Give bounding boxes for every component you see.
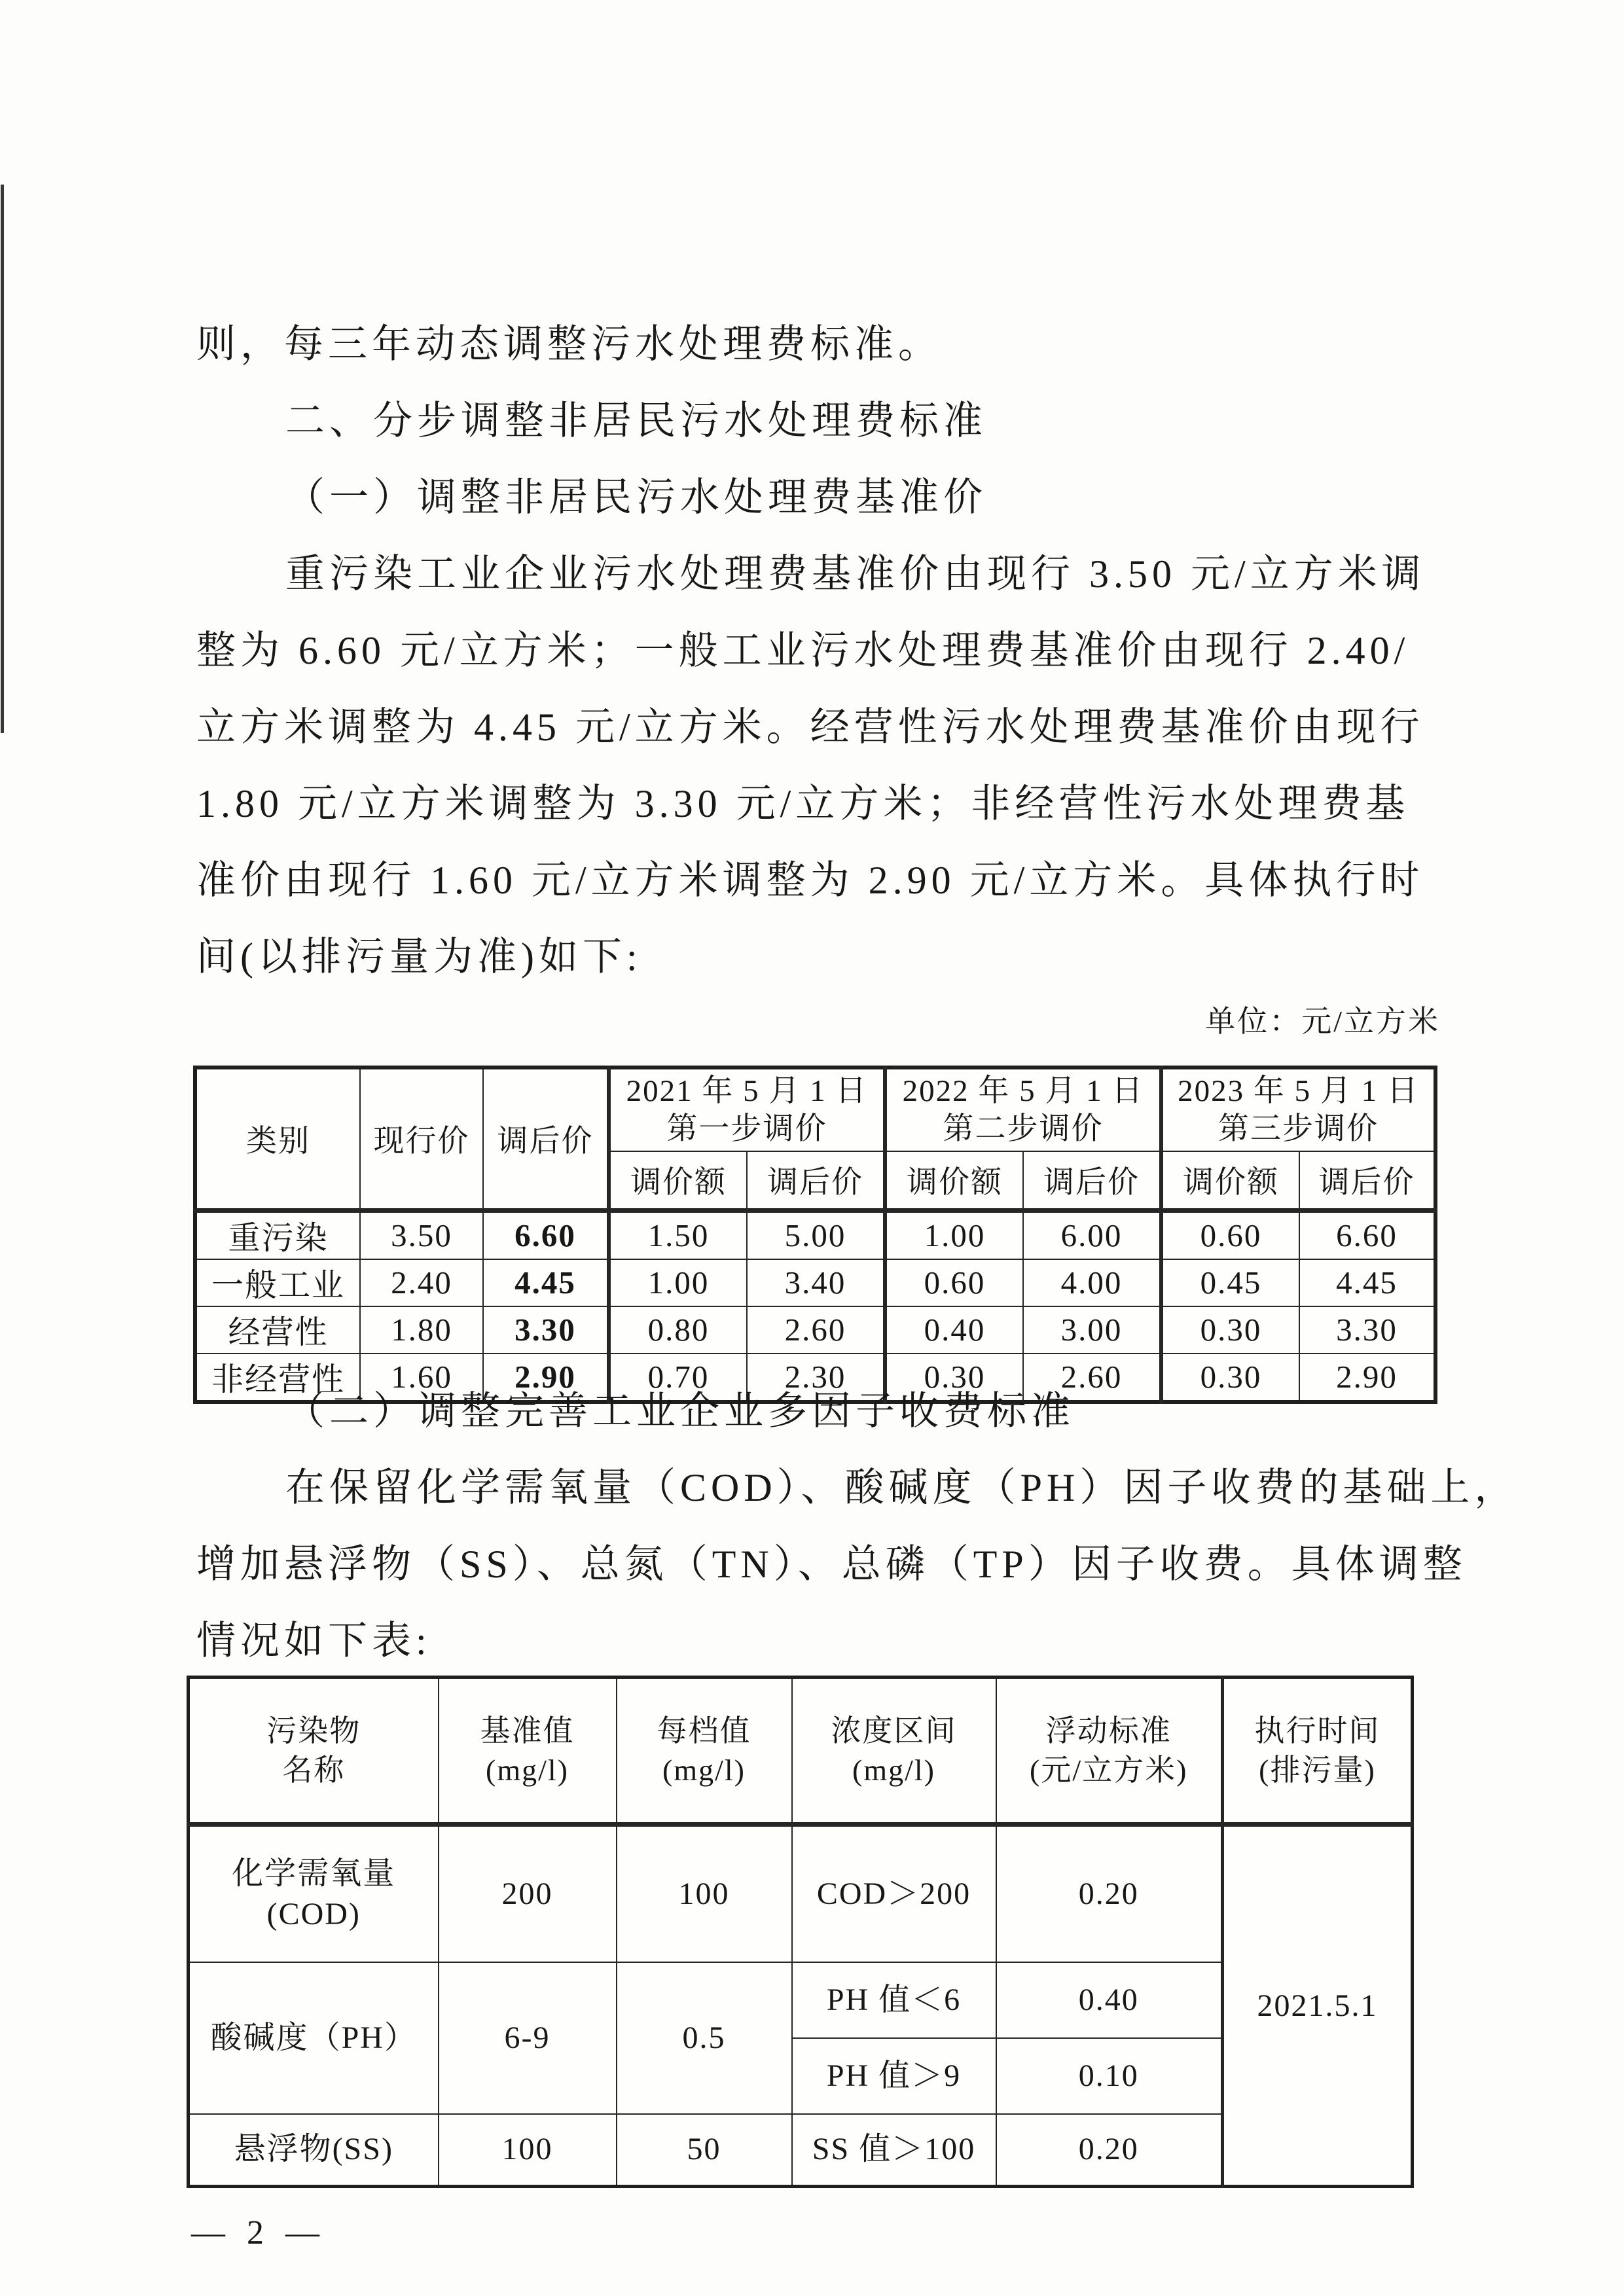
header-line2: (mg/l) <box>852 1753 935 1787</box>
cell-execution-date: 2021.5.1 <box>1223 1825 1413 2187</box>
text-line: 准价由现行 1.60 元/立方米调整为 2.90 元/立方米。具体执行时 <box>196 858 1424 902</box>
cell-adjusted: 2.90 <box>483 1354 609 1402</box>
cell-step: 0.5 <box>617 1962 792 2114</box>
page-number: — 2 — <box>191 2214 326 2251</box>
pollutant-name: 酸碱度（PH） <box>189 1962 439 2114</box>
header-execution-time <box>1223 1677 1413 1825</box>
body-paragraphs-middle <box>196 1369 1518 1676</box>
cell-step-value: 0.80 <box>609 1306 747 1354</box>
table-row-heavy-pollution <box>195 1210 1435 1259</box>
header-line2: (元/立方米) <box>1030 1753 1188 1787</box>
cell-step-value: 2.60 <box>747 1306 885 1354</box>
table-row-general-industry <box>195 1259 1435 1306</box>
price-adjustment-table <box>193 1066 1437 1404</box>
cell-current: 2.40 <box>360 1259 483 1306</box>
cell-step-value: 6.60 <box>1299 1210 1435 1259</box>
pollutant-name-line1: 化学需氧量 <box>232 1856 396 1891</box>
cell-step: 50 <box>617 2114 792 2187</box>
cell-step-value: 1.00 <box>885 1210 1023 1259</box>
cell-base: 200 <box>439 1825 617 1962</box>
header-after-price: 调后价 <box>1023 1151 1161 1210</box>
header-line1: 污染物 <box>266 1713 361 1748</box>
header-line1: 基准值 <box>480 1713 575 1748</box>
cell-step-value: 0.30 <box>1161 1354 1299 1402</box>
step2-date: 2022 年 5 月 1 日 <box>902 1074 1144 1108</box>
subsection-heading-2-1: （一）调整非居民污水处理费基准价 <box>285 475 987 519</box>
cell-range: SS 值＞100 <box>792 2114 996 2187</box>
section-heading-2: 二、分步调整非居民污水处理费标准 <box>285 399 987 442</box>
text-line: 重污染工业企业污水处理费基准价由现行 3.50 元/立方米调 <box>285 552 1426 596</box>
cell-fee: 0.10 <box>996 2038 1223 2114</box>
cell-step-value: 0.70 <box>609 1354 747 1402</box>
header-line2: (mg/l) <box>486 1753 569 1787</box>
header-line2: 名称 <box>282 1753 346 1787</box>
body-paragraphs-top <box>196 302 1426 992</box>
header-adjust-amount: 调价额 <box>609 1151 747 1210</box>
header-line1: 浮动标准 <box>1045 1713 1172 1748</box>
header-floating-standard <box>996 1677 1223 1825</box>
cell-step-value: 0.30 <box>1161 1306 1299 1354</box>
header-category: 类别 <box>195 1067 360 1210</box>
header-line1: 执行时间 <box>1254 1713 1380 1748</box>
text-line: 间(以排污量为准)如下: <box>196 935 642 978</box>
text-line: 整为 6.60 元/立方米；一般工业污水处理费基准价由现行 2.40/ <box>196 628 1410 672</box>
subsection-heading-2-2: （二）调整完善工业企业多因子收费标准 <box>285 1389 1075 1433</box>
cell-step-value: 5.00 <box>747 1210 885 1259</box>
row-category: 经营性 <box>195 1306 360 1354</box>
cell-step-value: 1.00 <box>609 1259 747 1306</box>
text-line: 则，每三年动态调整污水处理费标准。 <box>196 322 942 366</box>
header-after-price: 调后价 <box>747 1151 885 1210</box>
step3-date: 2023 年 5 月 1 日 <box>1178 1074 1419 1108</box>
row-category: 一般工业 <box>195 1259 360 1306</box>
header-step-value <box>617 1677 792 1825</box>
header-pollutant-name <box>189 1677 439 1825</box>
cell-adjusted: 4.45 <box>483 1259 609 1306</box>
cell-range: PH 值＞9 <box>792 2038 996 2114</box>
header-line1: 浓度区间 <box>831 1713 957 1748</box>
header-adjusted-price: 调后价 <box>483 1067 609 1210</box>
cell-step-value: 2.60 <box>1023 1354 1161 1402</box>
cell-step-value: 2.90 <box>1299 1354 1435 1402</box>
header-after-price: 调后价 <box>1299 1151 1435 1210</box>
pollutant-name <box>189 1825 439 1962</box>
row-category: 重污染 <box>195 1210 360 1259</box>
text-line: 增加悬浮物（SS）、总氮（TN）、总磷（TP）因子收费。具体调整 <box>196 1542 1467 1586</box>
cell-step-value: 0.30 <box>885 1354 1023 1402</box>
cell-step-value: 3.30 <box>1299 1306 1435 1354</box>
cell-step-value: 3.00 <box>1023 1306 1161 1354</box>
cell-step-value: 0.40 <box>885 1306 1023 1354</box>
header-line2: (排污量) <box>1259 1753 1376 1787</box>
header-step1 <box>609 1067 885 1151</box>
cell-step-value: 6.00 <box>1023 1210 1161 1259</box>
pollutant-name: 悬浮物(SS) <box>189 2114 439 2187</box>
text-line: 情况如下表: <box>196 1619 431 1662</box>
table-row-commercial <box>195 1306 1435 1354</box>
header-base-value <box>439 1677 617 1825</box>
cell-adjusted: 3.30 <box>483 1306 609 1354</box>
cell-step-value: 0.60 <box>1161 1210 1299 1259</box>
step1-date: 2021 年 5 月 1 日 <box>626 1074 868 1108</box>
pollutant-name-line2: (COD) <box>266 1896 361 1931</box>
header-step3 <box>1161 1067 1435 1151</box>
header-adjust-amount: 调价额 <box>1161 1151 1299 1210</box>
header-line2: (mg/l) <box>662 1753 746 1787</box>
step1-name: 第一步调价 <box>666 1112 827 1146</box>
header-adjust-amount: 调价额 <box>885 1151 1023 1210</box>
step3-name: 第三步调价 <box>1218 1112 1379 1146</box>
cell-current: 1.60 <box>360 1354 483 1402</box>
cell-fee: 0.20 <box>996 2114 1223 2187</box>
text-line: 立方米调整为 4.45 元/立方米。经营性污水处理费基准价由现行 <box>196 705 1424 749</box>
cell-step-value: 2.30 <box>747 1354 885 1402</box>
header-concentration-range <box>792 1677 996 1825</box>
cell-base: 100 <box>439 2114 617 2187</box>
table-row-cod <box>189 1825 1413 1962</box>
step2-name: 第二步调价 <box>943 1112 1104 1146</box>
cell-step-value: 0.45 <box>1161 1259 1299 1306</box>
cell-range: PH 值＜6 <box>792 1962 996 2038</box>
scan-edge-artifact <box>1 185 4 733</box>
cell-step: 100 <box>617 1825 792 1962</box>
cell-current: 1.80 <box>360 1306 483 1354</box>
text-line: 在保留化学需氧量（COD）、酸碱度（PH）因子收费的基础上， <box>285 1465 1519 1509</box>
text-line: 1.80 元/立方米调整为 3.30 元/立方米；非经营性污水处理费基 <box>196 781 1410 825</box>
cell-step-value: 3.40 <box>747 1259 885 1306</box>
cell-adjusted: 6.60 <box>483 1210 609 1259</box>
cell-fee: 0.40 <box>996 1962 1223 2038</box>
header-step2 <box>885 1067 1161 1151</box>
multi-factor-fee-table <box>187 1676 1414 2188</box>
header-line1: 每档值 <box>657 1713 751 1748</box>
unit-label: 单位：元/立方米 <box>1205 1005 1440 1038</box>
cell-step-value: 0.60 <box>885 1259 1023 1306</box>
cell-range: COD＞200 <box>792 1825 996 1962</box>
cell-step-value: 1.50 <box>609 1210 747 1259</box>
cell-fee: 0.20 <box>996 1825 1223 1962</box>
row-category: 非经营性 <box>195 1354 360 1402</box>
header-current-price: 现行价 <box>360 1067 483 1210</box>
cell-step-value: 4.45 <box>1299 1259 1435 1306</box>
cell-base: 6-9 <box>439 1962 617 2114</box>
cell-step-value: 4.00 <box>1023 1259 1161 1306</box>
cell-current: 3.50 <box>360 1210 483 1259</box>
